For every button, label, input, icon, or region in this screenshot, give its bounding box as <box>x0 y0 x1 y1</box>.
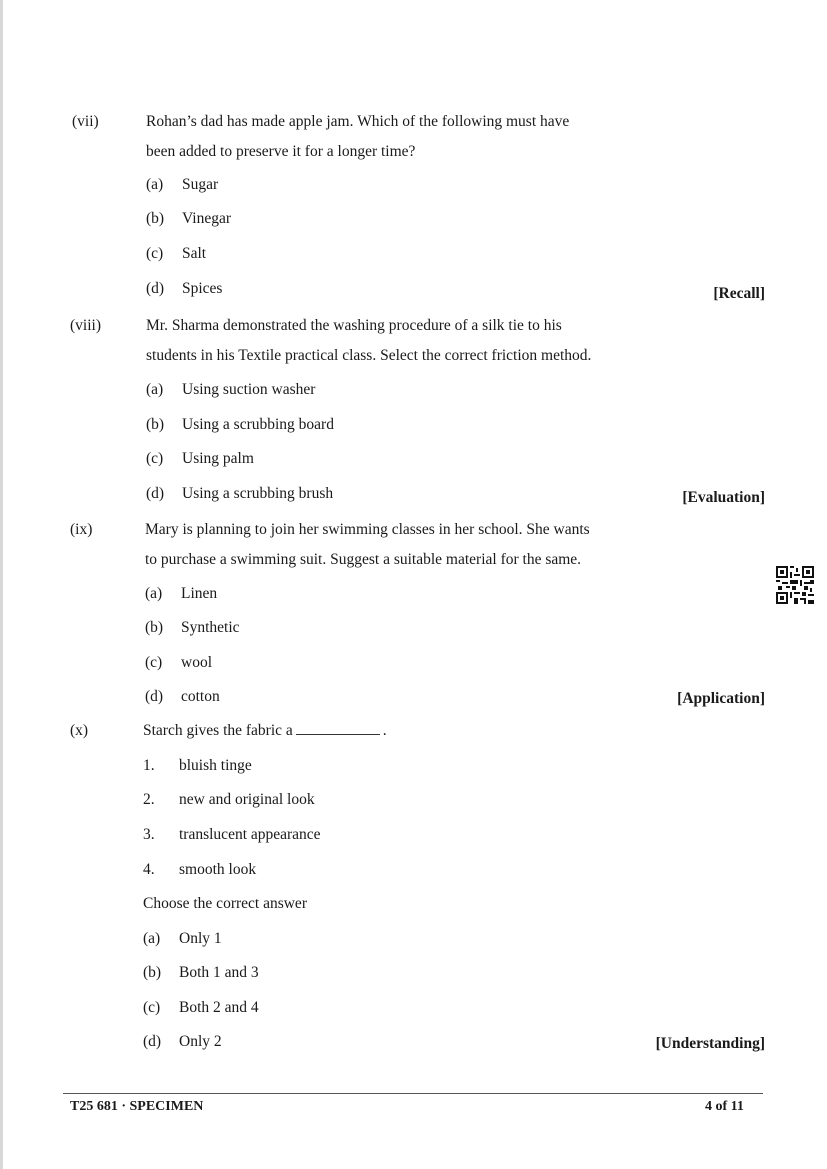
option-c: (c) Salt <box>146 245 207 262</box>
option-d: (d) Spices <box>146 280 223 297</box>
footer-divider <box>63 1093 763 1094</box>
question-number: (viii) <box>70 317 101 334</box>
question-text-line: Starch gives the fabric a . <box>143 722 387 739</box>
option-b: (b) Using a scrubbing board <box>146 416 334 433</box>
page-number: 4 of 11 <box>705 1099 744 1114</box>
question-text-line: students in his Textile practical class. Select the correct friction method. <box>146 347 592 364</box>
question-number: (x) <box>70 722 89 739</box>
cognitive-level-tag: [Recall] <box>713 285 765 302</box>
question-text-line: Mr. Sharma demonstrated the washing procedure of a silk tie to his <box>146 317 562 334</box>
statement-2: 2. new and original look <box>143 791 315 808</box>
option-a: (a) Sugar <box>146 176 219 193</box>
fill-in-blank <box>296 722 380 735</box>
option-a: (a) Using suction washer <box>146 381 316 398</box>
page-edge <box>0 0 3 1169</box>
statement-3: 3. translucent appearance <box>143 826 321 843</box>
option-c: (c) Both 2 and 4 <box>143 999 259 1016</box>
option-b: (b) Vinegar <box>146 210 231 227</box>
statement-1: 1. bluish tinge <box>143 757 252 774</box>
statement-4: 4. smooth look <box>143 861 257 878</box>
cognitive-level-tag: [Evaluation] <box>682 489 765 506</box>
option-c: (c) Using palm <box>146 450 254 467</box>
option-d: (d) Using a scrubbing brush <box>146 485 334 502</box>
question-number: (vii) <box>72 113 99 130</box>
option-a: (a) Only 1 <box>143 930 222 947</box>
option-d: (d) Only 2 <box>143 1033 222 1050</box>
option-d: (d) cotton <box>145 688 220 705</box>
question-text-line: Rohan’s dad has made apple jam. Which of the following must have <box>146 113 570 130</box>
option-c: (c) wool <box>145 654 212 671</box>
question-number: (ix) <box>70 521 93 538</box>
paper-code: T25 681 · SPECIMEN <box>70 1099 204 1114</box>
cognitive-level-tag: [Application] <box>677 690 765 707</box>
option-b: (b) Both 1 and 3 <box>143 964 259 981</box>
question-text-line: been added to preserve it for a longer time? <box>146 143 416 160</box>
option-a: (a) Linen <box>145 585 218 602</box>
question-text-line: Mary is planning to join her swimming classes in her school. She wants <box>145 521 590 538</box>
option-b: (b) Synthetic <box>145 619 240 636</box>
question-text-line: to purchase a swimming suit. Suggest a suitable material for the same. <box>145 551 582 568</box>
cognitive-level-tag: [Understanding] <box>655 1035 765 1052</box>
instruction-text: Choose the correct answer <box>143 895 307 912</box>
qr-code-icon <box>776 566 814 604</box>
